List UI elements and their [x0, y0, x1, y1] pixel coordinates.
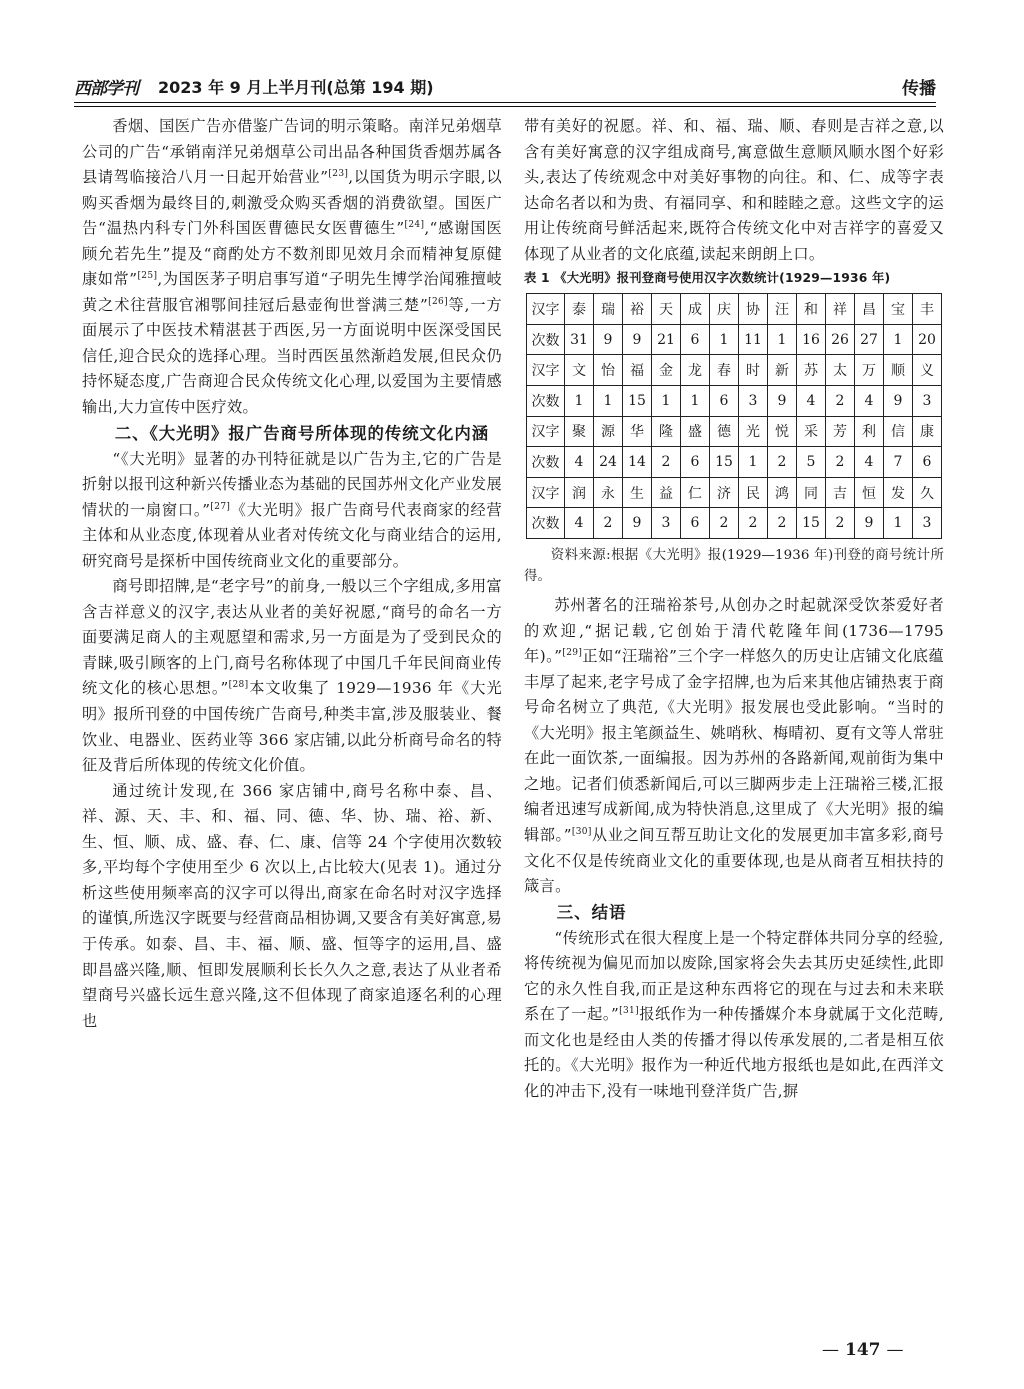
table-cell-char: 鸿: [768, 477, 797, 508]
table-cell-char: 吉: [826, 477, 855, 508]
table-caption: 表 1 《大光明》报刊登商号使用汉字次数统计(1929—1936 年): [524, 271, 891, 286]
table-cell-char: 苏: [797, 355, 826, 386]
table-cell-count: 9: [768, 386, 797, 417]
table-cell-char: 光: [739, 416, 768, 447]
table-cell-count: 6: [681, 508, 710, 539]
table-cell-count: 4: [565, 508, 594, 539]
table-cell-char: 昌: [855, 294, 884, 325]
table-cell-count: 9: [623, 324, 652, 355]
table-cell-count: 24: [594, 447, 623, 478]
section-name: 传播: [902, 79, 936, 99]
table-row-label: 次数: [527, 508, 565, 539]
table-cell-char: 济: [710, 477, 739, 508]
table-cell-count: 15: [710, 447, 739, 478]
citation: [30]: [571, 826, 592, 837]
table-cell-char: 恒: [855, 477, 884, 508]
table-cell-count: 14: [623, 447, 652, 478]
table-cell-count: 9: [594, 324, 623, 355]
table-cell-count: 6: [681, 447, 710, 478]
table-cell-char: 隆: [652, 416, 681, 447]
table-cell-char: 汪: [768, 294, 797, 325]
table-cell-char: 康: [913, 416, 942, 447]
table-cell-count: 15: [797, 508, 826, 539]
table-cell-char: 同: [797, 477, 826, 508]
table-cell-count: 1: [884, 324, 913, 355]
table-cell-char: 利: [855, 416, 884, 447]
table-cell-count: 2: [710, 508, 739, 539]
table-cell-count: 1: [884, 508, 913, 539]
table-cell-char: 民: [739, 477, 768, 508]
page-header: [74, 74, 936, 100]
table-cell-char: 协: [739, 294, 768, 325]
paragraph: 香烟、国医广告亦借鉴广告词的明示策略。南洋兄弟烟草公司的广告“承销南洋兄弟烟草公司出品各种国货香烟苏属各县请驾临接洽八月一日起开始营业”[23],以国货为明示字眼,以购买香烟为最终目的,刺激受众购买香烟的消费欲望。国医广告“温热内科专门外科国医曹德民女医曹德生”[24],“感谢国医顾允若先生”提及“商酌处方不数剂即见效月余而精神复原健康如常”[25],为国医茅子明启事写道“子明先生博学治闻雅擅岐黄之术往营服官湘鄂间挂冠后悬壶徇世誉满三楚”[26]等,一方面展示了中医技术精湛甚于西医,另一方面说明中医深受国民信任,迎合民众的选择心理。当时西医虽然渐趋发展,但民众仍持怀疑态度,广告商迎合民众传统文化心理,以爱国为主要情感输出,大力宣传中医疗效。: [82, 117, 503, 417]
table-cell-char: 和: [797, 294, 826, 325]
table-cell-count: 15: [623, 386, 652, 417]
paragraph: “传统形式在很大程度上是一个特定群体共同分享的经验,将传统视为偏见而加以废除,国家将会失去其历史延续性,此即它的永久性自我,而正是这种东西将它的现在与过去和未来联系在了一起。”[31]报纸作为一种传播媒介本身就属于文化范畴,而文化也是经由人类的传播才得以传承发展的,二者是相互依托的。《大光明》报作为一种近代地方报纸也是如此,在西洋文化的冲击下,没有一味地刊登洋货广告,摒: [524, 928, 944, 1100]
issue-info: 2023 年 9 月上半月刊(总第 194 期): [158, 78, 434, 97]
paragraph: 通过统计发现,在 366 家店铺中,商号名称中泰、昌、祥、源、天、丰、和、福、同、德、华、协、瑞、裕、新、生、恒、顺、成、盛、春、仁、康、信等 24 个字使用次数较多,平均每个字使用至少 6 次以上,占比较大(见表 1)。通过分析这些使用频率高的汉字可以得出,商家在命名时对汉字选择的谨慎,所选汉字既要与经营商品相协调,又要含有美好寓意,易于传承。如泰、昌、丰、福、顺、盛、恒等字的运用,昌、盛即昌盛兴隆,顺、恒即发展顺利长长久久之意,表达了从业者希望商号兴盛长远生意兴隆,这不但体现了商家追逐名利的心理也: [82, 781, 502, 1030]
table-cell-count: 16: [797, 324, 826, 355]
table-cell-char: 聚: [565, 416, 594, 447]
paragraph: 苏州著名的汪瑞裕茶号,从创办之时起就深受饮茶爱好者的欢迎,“据记载,它创始于清代乾隆年间(1736—1795 年)。”[29]正如“汪瑞裕”三个字一样悠久的历史让店铺文化底蕴丰厚了起来,老字号成了金字招牌,也为后来其他店铺热衷于商号命名树立了典范,《大光明》报发展也受此影响。“当时的《大光明》报主笔颜益生、姚哨秋、梅晴初、夏有文等人常驻在此一面饮茶,一面编报。因为苏州的各路新闻,观前街为集中之地。记者们侦悉新闻后,可以三脚两步走上汪瑞裕三楼,汇报编者迅速写成新闻,成为特快消息,这里成了《大光明》报的编辑部。”[30]从业之间互帮互助让文化的发展更加丰富多彩,商号文化不仅是传统商业文化的重要体现,也是从商者互相扶持的箴言。: [524, 596, 944, 896]
table-cell-count: 2: [768, 508, 797, 539]
right-column: [524, 114, 944, 1104]
table-cell-char: 泰: [565, 294, 594, 325]
table-row-counts: [527, 447, 942, 478]
table-cell-count: 1: [565, 386, 594, 417]
table-cell-char: 成: [681, 294, 710, 325]
table-cell-char: 顺: [884, 355, 913, 386]
table-cell-count: 1: [681, 386, 710, 417]
table-row-chars: [527, 355, 942, 386]
table-cell-count: 9: [855, 508, 884, 539]
table-cell-count: 2: [739, 508, 768, 539]
table-cell-count: 3: [913, 386, 942, 417]
table-cell-char: 信: [884, 416, 913, 447]
paragraph: “《大光明》显著的办刊特征就是以广告为主,它的广告是折射以报刊这种新兴传播业态为基础的民国苏州文化产业发展情状的一扇窗口。”[27]《大光明》报广告商号代表商家的经营主体和从业态度,体现着从业者对传统文化与商业结合的运用,研究商号是探析中国传统商业文化的重要部分。: [82, 449, 502, 570]
table-cell-char: 生: [623, 477, 652, 508]
table-cell-count: 3: [739, 386, 768, 417]
paragraph: 带有美好的祝愿。祥、和、福、瑞、顺、春则是吉祥之意,以含有美好寓意的汉字组成商号,寓意做生意顺风顺水图个好彩头,表达了传统观念中对美好事物的向往。和、仁、成等字表达命名者以和为贵、有福同享、和和睦睦之意。这些文字的运用让传统商号鲜活起来,既符合传统文化中对吉祥字的喜爱又体现了从业者的文化底蕴,读起来朗朗上口。: [524, 117, 944, 263]
table-cell-char: 德: [710, 416, 739, 447]
table-cell-count: 27: [855, 324, 884, 355]
table-cell-count: 6: [710, 386, 739, 417]
table-cell-count: 1: [739, 447, 768, 478]
table-cell-count: 9: [623, 508, 652, 539]
paragraph: 商号即招牌,是“老字号”的前身,一般以三个字组成,多用富含吉祥意义的汉字,表达从业者的美好祝愿,“商号的命名一方面要满足商人的主观愿望和需求,另一方面是为了受到民众的青睐,吸引顾客的上门,商号名称体现了中国几千年民间商业传统文化的核心思想。”[28]本文收集了 1929—1936 年《大光明》报所刊登的中国传统广告商号,种类丰富,涉及服装业、餐饮业、电器业、医药业等 366 家店铺,以此分析商号命名的特征及背后所体现的传统文化价值。: [82, 577, 502, 775]
section-heading: 二、《大光明》报广告商号所体现的传统文化内涵: [114, 423, 490, 443]
table-cell-char: 怡: [594, 355, 623, 386]
header-rule-thin: [74, 106, 936, 107]
page-number: 147: [845, 1340, 881, 1360]
table-cell-char: 源: [594, 416, 623, 447]
table-row-label: 汉字: [527, 416, 565, 447]
table-cell-count: 2: [826, 386, 855, 417]
table-cell-count: 4: [797, 386, 826, 417]
table-cell-count: 21: [652, 324, 681, 355]
table-cell-char: 发: [884, 477, 913, 508]
table-cell-count: 4: [855, 447, 884, 478]
table-cell-char: 龙: [681, 355, 710, 386]
section-heading: 三、结语: [556, 902, 627, 922]
table-cell-char: 太: [826, 355, 855, 386]
stat-table: [526, 293, 942, 539]
citation: [26]: [428, 296, 448, 307]
table-cell-char: 时: [739, 355, 768, 386]
table-cell-count: 20: [913, 324, 942, 355]
left-column: [82, 114, 502, 1034]
citation: [31]: [619, 1006, 639, 1017]
table-cell-char: 义: [913, 355, 942, 386]
table-row-counts: [527, 386, 942, 417]
table-cell-count: 1: [710, 324, 739, 355]
table-cell-char: 华: [623, 416, 652, 447]
table-cell-count: 2: [652, 447, 681, 478]
citation: [24]: [404, 220, 425, 231]
table-row-chars: [527, 477, 942, 508]
table-cell-char: 丰: [913, 294, 942, 325]
table-cell-char: 庆: [710, 294, 739, 325]
table-cell-char: 福: [623, 355, 652, 386]
table-cell-count: 26: [826, 324, 855, 355]
table-row-counts: [527, 508, 942, 539]
table-row-label: 次数: [527, 386, 565, 417]
table-cell-count: 7: [884, 447, 913, 478]
table-cell-char: 新: [768, 355, 797, 386]
table-cell-count: 11: [739, 324, 768, 355]
table-row-counts: [527, 324, 942, 355]
page-footer: — 147 —: [822, 1340, 904, 1360]
table-cell-count: 1: [768, 324, 797, 355]
table-cell-count: 1: [652, 386, 681, 417]
table-cell-char: 宝: [884, 294, 913, 325]
table-cell-count: 6: [913, 447, 942, 478]
table-cell-count: 2: [826, 447, 855, 478]
citation: [28]: [228, 680, 249, 691]
table-cell-count: 1: [594, 386, 623, 417]
table-cell-char: 采: [797, 416, 826, 447]
table-cell-char: 金: [652, 355, 681, 386]
table-cell-char: 祥: [826, 294, 855, 325]
table-cell-char: 瑞: [594, 294, 623, 325]
table-cell-char: 益: [652, 477, 681, 508]
citation: [29]: [562, 648, 583, 659]
table-cell-char: 盛: [681, 416, 710, 447]
table-cell-char: 仁: [681, 477, 710, 508]
table-row-chars: [527, 294, 942, 325]
table-cell-count: 2: [826, 508, 855, 539]
table-row-label: 次数: [527, 324, 565, 355]
table-cell-char: 悦: [768, 416, 797, 447]
table-cell-char: 久: [913, 477, 942, 508]
citation: [27]: [210, 501, 231, 512]
table-row-label: 汉字: [527, 355, 565, 386]
table-cell-count: 31: [565, 324, 594, 355]
citation: [25]: [137, 271, 158, 282]
table-cell-char: 文: [565, 355, 594, 386]
table-cell-count: 5: [797, 447, 826, 478]
citation: [23]: [328, 169, 349, 180]
journal-logo: 西部学刊: [74, 79, 138, 99]
table-row-label: 汉字: [527, 294, 565, 325]
table-row-label: 汉字: [527, 477, 565, 508]
table-cell-count: 2: [594, 508, 623, 539]
table-cell-count: 9: [884, 386, 913, 417]
table-cell-char: 芳: [826, 416, 855, 447]
table-cell-count: 6: [681, 324, 710, 355]
table-cell-char: 永: [594, 477, 623, 508]
table-cell-char: 万: [855, 355, 884, 386]
table-row-chars: [527, 416, 942, 447]
table-cell-count: 3: [652, 508, 681, 539]
table-cell-count: 4: [855, 386, 884, 417]
table-cell-char: 润: [565, 477, 594, 508]
table-row-label: 次数: [527, 447, 565, 478]
table-cell-count: 4: [565, 447, 594, 478]
table-source-note: 资料来源:根据《大光明》报(1929—1936 年)刊登的商号统计所得。: [524, 548, 944, 585]
table-cell-count: 2: [768, 447, 797, 478]
table-cell-count: 3: [913, 508, 942, 539]
header-rule-thick: [74, 102, 936, 103]
table-cell-char: 裕: [623, 294, 652, 325]
table-cell-char: 春: [710, 355, 739, 386]
table-cell-char: 天: [652, 294, 681, 325]
